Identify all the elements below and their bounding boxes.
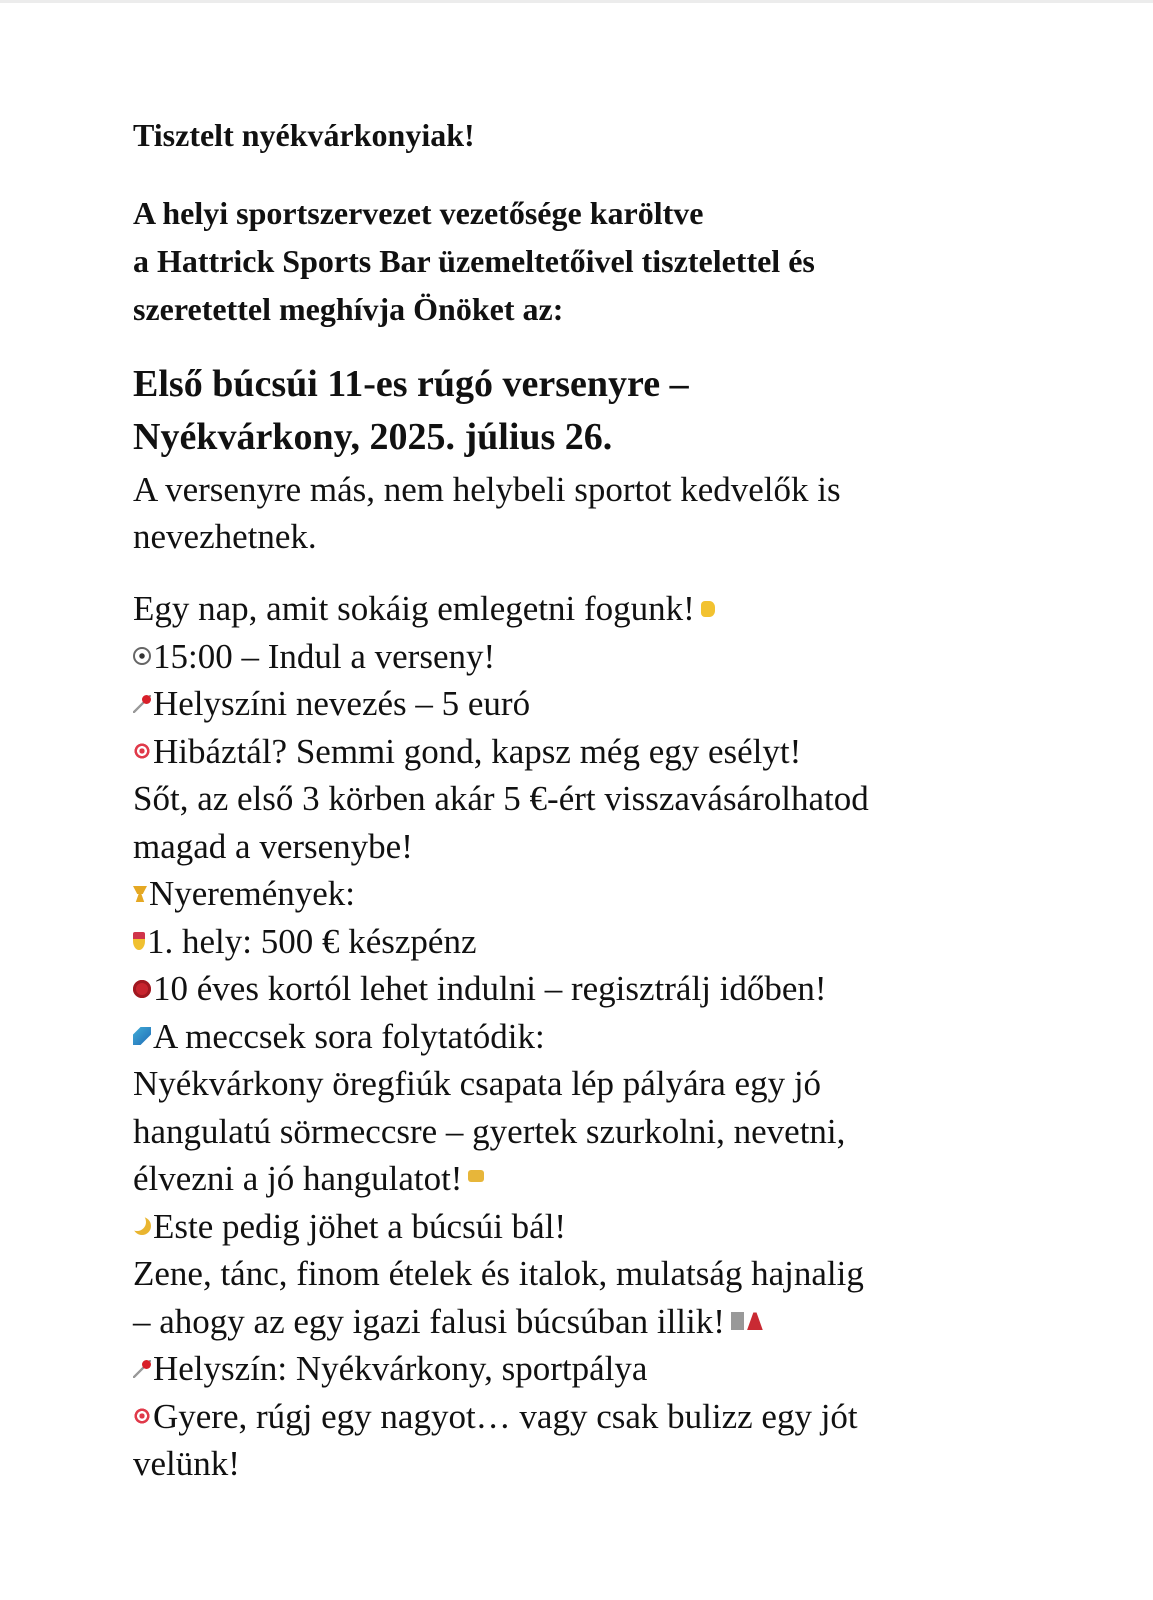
detail-text: Sőt, az első 3 körben akár 5 €-ért visszavásárolhatod <box>133 779 869 818</box>
pushpin-icon <box>133 1360 151 1378</box>
detail-line <box>133 585 1093 633</box>
detail-text: Nyékvárkony öregfiúk csapata lép pályára egy jó <box>133 1064 822 1103</box>
title-line: Nyékvárkony, 2025. július 26. <box>133 416 613 458</box>
detail-text: 1. hely: 500 € készpénz <box>147 921 477 961</box>
detail-text: Egy nap, amit sokáig emlegetni fogunk! <box>133 589 695 628</box>
event-title <box>133 358 1093 464</box>
detail-line <box>133 1203 1093 1251</box>
greeting: Tisztelt nyékvárkonyiak! <box>133 117 475 153</box>
target-icon <box>133 1407 151 1425</box>
trophy-icon <box>133 886 147 902</box>
detail-line <box>133 918 1093 966</box>
detail-text: 15:00 – Indul a verseny! <box>153 636 496 676</box>
detail-line <box>133 1060 1093 1108</box>
medal-icon <box>133 932 145 950</box>
detail-text: 10 éves kortól lehet indulni – regisztrálj időben! <box>153 969 827 1008</box>
subtitle-line: A versenyre más, nem helybeli sportot kedvelők is <box>133 470 841 509</box>
intro-line: szeretettel meghívja Önöket az: <box>133 291 564 327</box>
detail-text: magad a versenybe! <box>133 826 413 866</box>
detail-line <box>133 1250 1093 1298</box>
detail-text: Helyszíni nevezés – 5 euró <box>153 684 531 723</box>
top-border <box>0 0 1153 3</box>
detail-text: Hibáztál? Semmi gond, kapsz még egy esélyt! <box>153 731 802 771</box>
detail-text: A meccsek sora folytatódik: <box>153 1016 545 1056</box>
brush-icon <box>133 1027 151 1045</box>
intro-line: A helyi sportszervezet vezetősége karöltve <box>133 195 704 231</box>
detail-line <box>133 1298 1093 1346</box>
detail-text: élvezni a jó hangulatot! <box>133 1159 463 1198</box>
detail-line <box>133 1345 1093 1393</box>
detail-line <box>133 680 1093 728</box>
title-line: Első búcsúi 11-es rúgó versenyre – <box>133 363 689 405</box>
detail-text: – ahogy az egy igazi falusi búcsúban illik! <box>133 1301 725 1341</box>
pushpin-icon <box>133 695 151 713</box>
detail-line <box>133 1440 1093 1488</box>
detail-line <box>133 775 1093 823</box>
intro-line: a Hattrick Sports Bar üzemeltetőivel tisztelettel és <box>133 243 815 279</box>
music-dancer-icon <box>731 1312 763 1330</box>
detail-line <box>133 823 1093 871</box>
detail-text: Zene, tánc, finom ételek és italok, mulatság hajnalig <box>133 1254 864 1293</box>
soccer-ball-icon <box>133 647 151 665</box>
beer-mugs-icon <box>468 1170 484 1182</box>
detail-line <box>133 1108 1093 1156</box>
crescent-moon-icon <box>133 1217 151 1235</box>
no-entry-icon <box>133 980 151 998</box>
detail-text: Este pedig jöhet a búcsúi bál! <box>153 1206 567 1246</box>
event-details <box>133 585 1093 1488</box>
detail-text: Gyere, rúgj egy nagyot… vagy csak bulizz egy jót <box>153 1396 858 1436</box>
detail-line <box>133 1013 1093 1061</box>
detail-line <box>133 1155 1093 1203</box>
detail-line <box>133 633 1093 681</box>
detail-text: velünk! <box>133 1444 240 1483</box>
detail-text: Helyszín: Nyékvárkony, sportpálya <box>153 1349 648 1388</box>
detail-line <box>133 1393 1093 1441</box>
subtitle-line: nevezhetnek. <box>133 517 317 556</box>
target-icon <box>133 742 151 760</box>
detail-text: hangulatú sörmeccsre – gyertek szurkolni, nevetni, <box>133 1111 846 1151</box>
detail-line <box>133 965 1093 1013</box>
detail-line <box>133 870 1093 918</box>
detail-line <box>133 728 1093 776</box>
announcement-document <box>133 111 1093 1488</box>
intro-paragraph <box>133 189 1093 333</box>
hand-pointing-down-icon <box>701 601 715 617</box>
subtitle-paragraph <box>133 466 1093 560</box>
detail-text: Nyeremények: <box>149 874 356 913</box>
